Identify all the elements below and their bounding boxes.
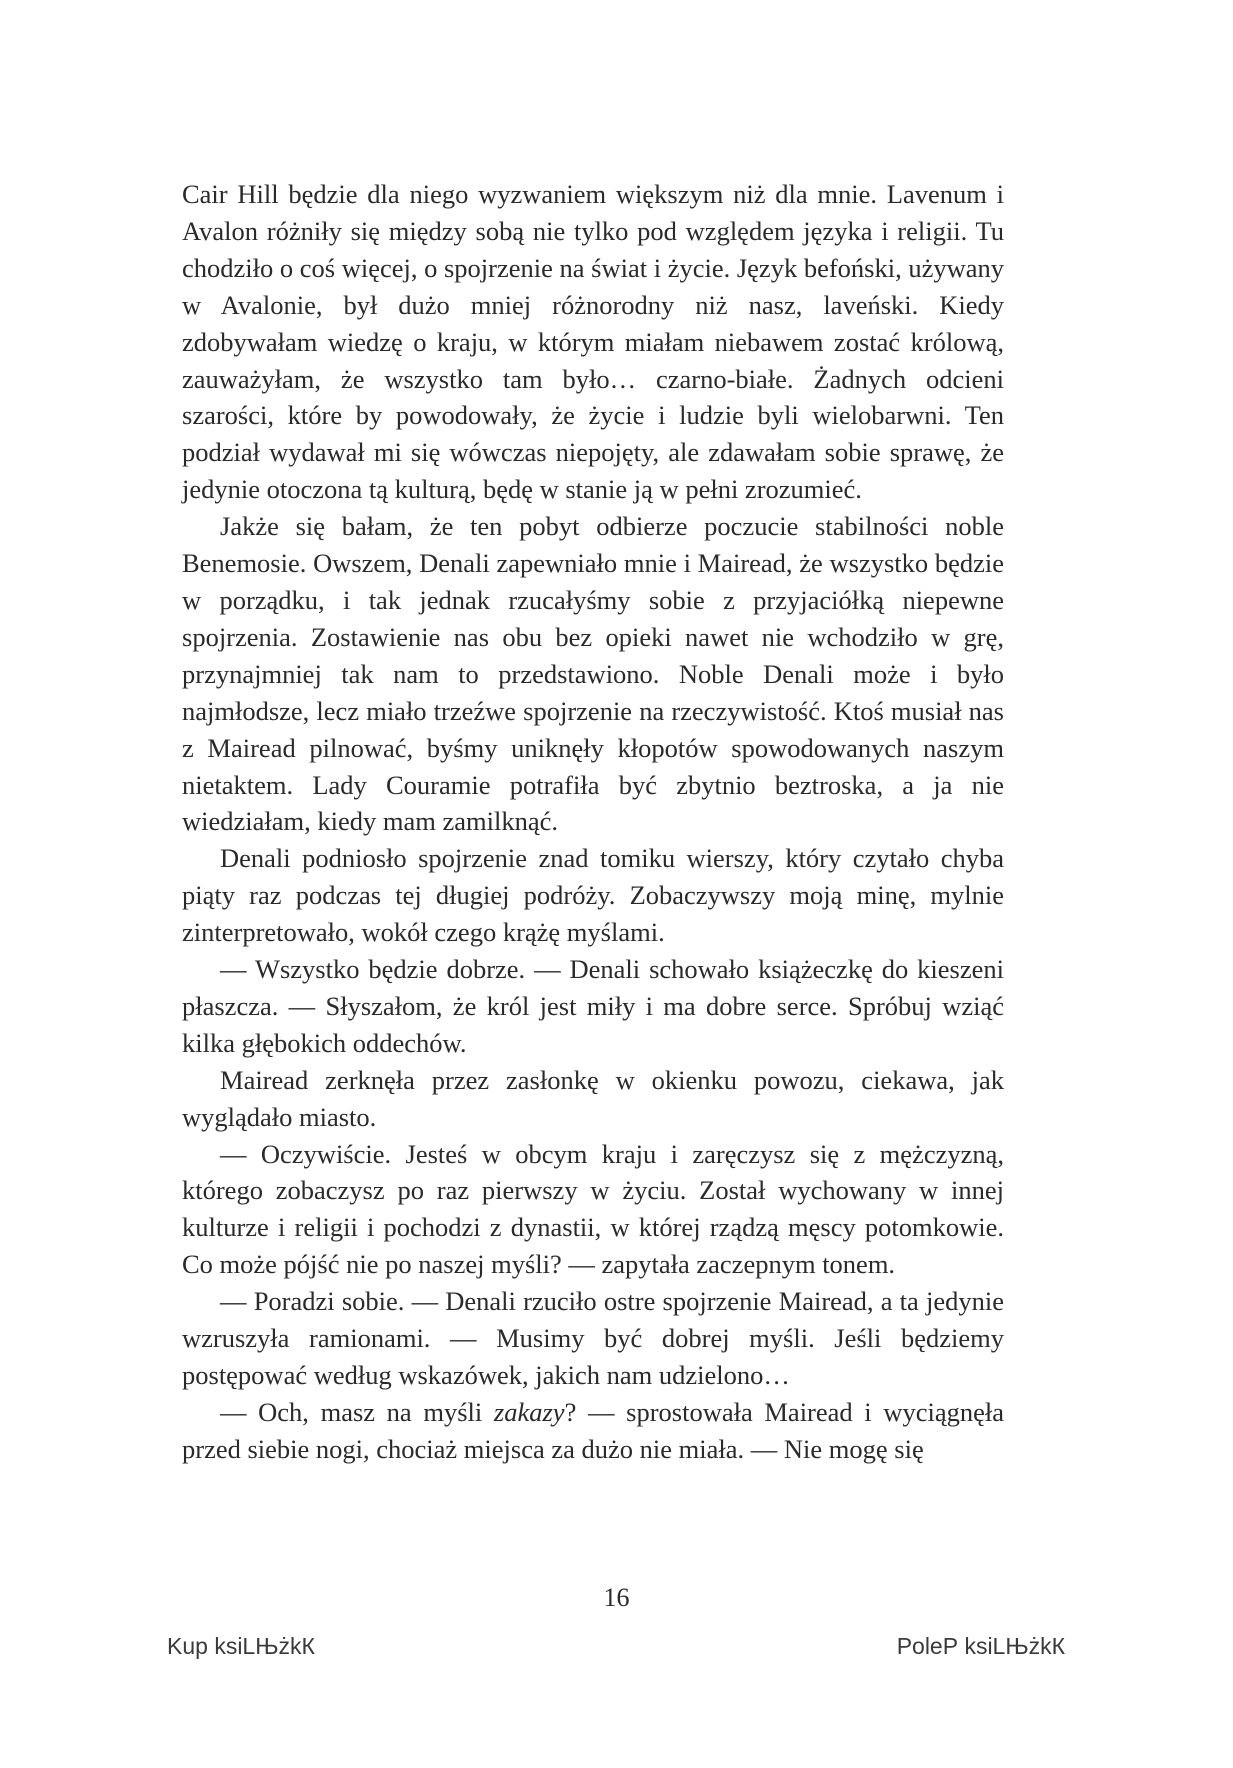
recommend-book-link[interactable]: PoleР ksiLЊżkК	[896, 1633, 1065, 1659]
paragraph-8-start: — Och, masz na myśli	[220, 1396, 494, 1427]
paragraph-7: — Poradzi sobie. — Denali rzuciło ostre spojrzenie Mairead, a ta jedynie wzruszyła ramionami. — Musimy być dobrej myśli. Jeśli będziemy postępować według wskazówek, jakich nam udzielono…	[182, 1286, 1004, 1390]
emphasized-word: zakazy	[493, 1396, 565, 1427]
buy-book-link[interactable]: Kup ksiLЊżkК	[167, 1633, 315, 1659]
page-number: 16	[603, 1583, 630, 1612]
paragraph-6: — Oczywiście. Jesteś w obcym kraju i zaręczysz się z mężczyzną, którego zobaczysz po raz pierwszy w życiu. Został wychowany w innej kulturze i religii i pochodzi z dynastii, w której rządzą męscy potomkowie. Co może pójść nie po naszej myśli? — zapytała zaczepnym tonem.	[182, 1138, 1004, 1280]
body-text	[182, 176, 1004, 1468]
paragraph-1: Cair Hill będzie dla niego wyzwaniem większym niż dla mnie. Lavenum i Avalon różniły się między sobą nie tylko pod względem języka i religii. Tu chodziło o coś więcej, o spojrzenie na świat i życie. Język befoński, używany w Avalonie, był dużo mniej różnorodny niż nasz, laveński. Kiedy zdobywałam wiedzę o kraju, w którym miałam niebawem zostać królową, zauważyłam, że wszystko tam było… czarno-białe. Żadnych odcieni szarości, które by powodowały, że życie i ludzie byli wielobarwni. Ten podział wydawał mi się wówczas niepojęty, ale zdawałam sobie sprawę, że jedynie otoczona tą kulturą, będę w stanie ją w pełni zrozumieć.	[182, 179, 1004, 505]
paragraph-4: — Wszystko będzie dobrze. — Denali schowało książeczkę do kieszeni płaszcza. — Słyszałom, że król jest miły i ma dobre serce. Spróbuj wziąć kilka głębokich oddechów.	[182, 954, 1004, 1058]
paragraph-2: Jakże się bałam, że ten pobyt odbierze poczucie stabilności noble Benemosie. Owszem, Denali zapewniało mnie i Mairead, że wszystko będzie w porządku, i tak jednak rzucałyśmy sobie z przyjaciółką niepewne spojrzenia. Zostawienie nas obu bez opieki nawet nie wchodziło w grę, przynajmniej tak nam to przedstawiono. Noble Denali może i było najmłodsze, lecz miało trzeźwe spojrzenie na rzeczywistość. Ktoś musiał nas z Mairead pilnować, byśmy uniknęły kłopotów spowodowanych naszym nietaktem. Lady Couramie potrafiła być zbytnio beztroska, a ja nie wiedziałam, kiedy mam zamilknąć.	[182, 511, 1004, 837]
paragraph-3: Denali podniosło spojrzenie znad tomiku wierszy, który czytało chyba piąty raz podczas tej długiej podróży. Zobaczywszy moją minę, mylnie zinterpretowało, wokół czego krążę myślami.	[182, 843, 1004, 948]
paragraph-8-end: ? — sprostowała Mairead i wyciągnęła przed siebie nogi, chociaż miejsca za dużo nie miała. — Nie mogę się	[182, 1396, 1004, 1464]
paragraph-5: Mairead zerknęła przez zasłonkę w okienku powozu, ciekawa, jak wyglądało miasto.	[182, 1064, 1004, 1132]
paragraph-8	[182, 1394, 1004, 1468]
